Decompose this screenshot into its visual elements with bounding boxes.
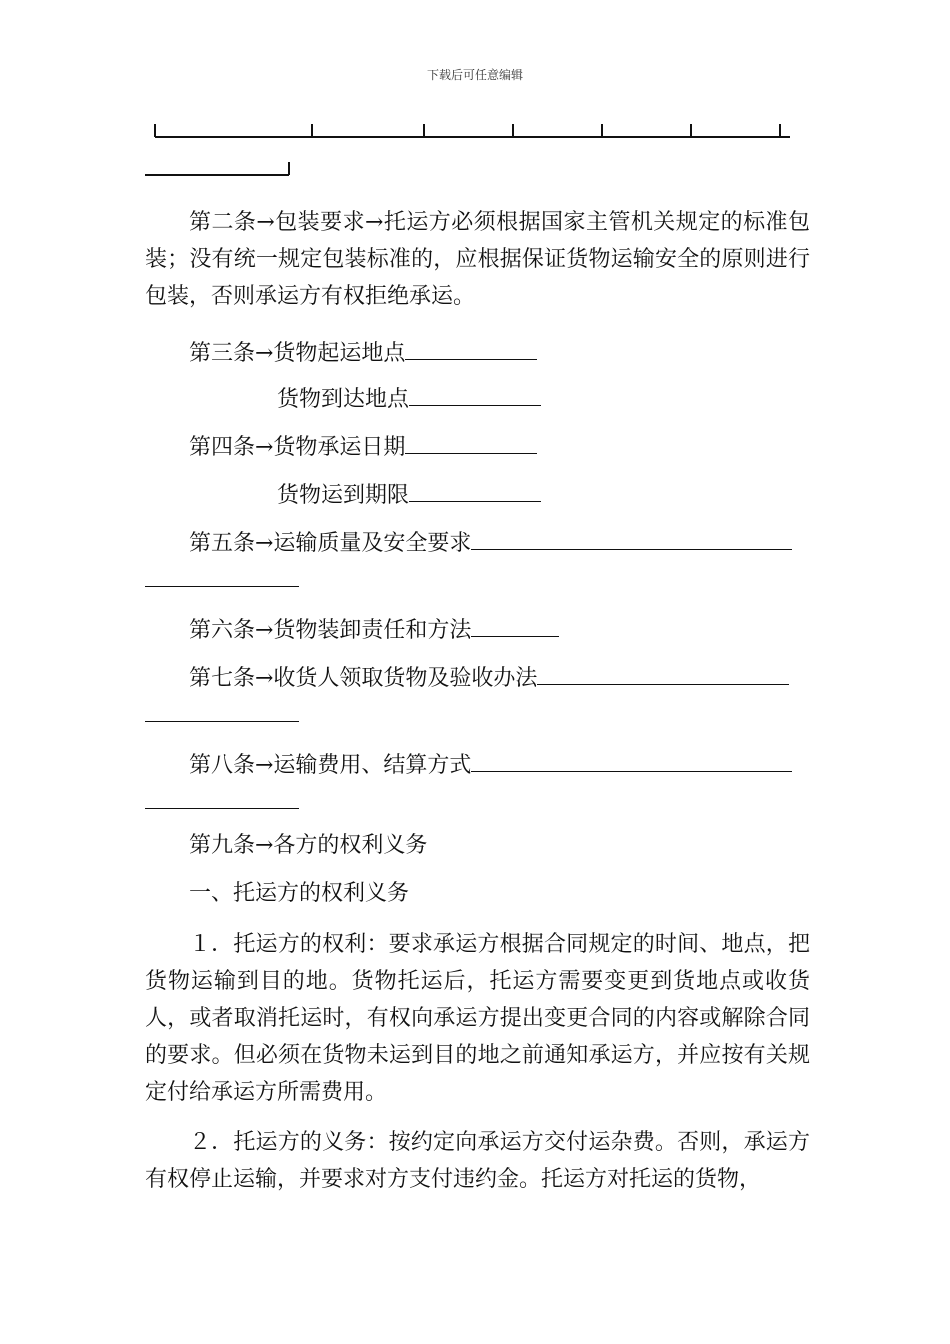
shipper-obligations: ２．托运方的义务：按约定向承运方交付运杂费。否则，承运方有权停止运输，并要求对方支付违约金。托运方对托运的货物， xyxy=(145,1130,810,1192)
article-4-line-1 xyxy=(189,431,537,461)
article-9: 第九条→各方的权利义务 xyxy=(189,833,428,858)
receipt-blank-cont[interactable] xyxy=(145,721,299,722)
article-7-label: 第七条→收货人领取货物及验收办法 xyxy=(189,666,538,691)
table-bottom-border xyxy=(0,0,950,200)
article-3-line-1 xyxy=(189,337,537,367)
section-1-heading: 一、托运方的权利义务 xyxy=(189,881,410,906)
article-5-label: 第五条→运输质量及安全要求 xyxy=(189,531,472,556)
article-8 xyxy=(189,749,792,779)
article-5 xyxy=(189,527,792,557)
article-2: 第二条→包装要求→托运方必须根据国家主管机关规定的标准包装；没有统一规定包装标准的，应根据保证货物运输安全的原则进行包装，否则承运方有权拒绝承运。 xyxy=(145,210,810,309)
article-4-line-2 xyxy=(277,479,541,509)
shipper-rights: １．托运方的权利：要求承运方根据合同规定的时间、地点，把货物运输到目的地。货物托运后，托运方需要变更到货地点或收货人，或者取消托运时，有权向承运方提出变更合同的内容或解除合同的要求。但必须在货物未运到目的地之前通知承运方，并应按有关规定付给承运方所需费用。 xyxy=(145,932,810,1105)
article-4-label: 第四条→货物承运日期 xyxy=(189,435,406,460)
quality-blank[interactable] xyxy=(471,527,792,550)
article-3-label: 第三条→货物起运地点 xyxy=(189,341,406,366)
quality-blank-cont[interactable] xyxy=(145,586,299,587)
fee-blank-cont[interactable] xyxy=(145,808,299,809)
article-6-label: 第六条→货物装卸责任和方法 xyxy=(189,618,472,643)
article-3-line-2 xyxy=(277,383,541,413)
deadline-blank[interactable] xyxy=(409,479,541,502)
article-8-label: 第八条→运输费用、结算方式 xyxy=(189,753,472,778)
deadline-label: 货物运到期限 xyxy=(277,483,410,508)
loading-blank[interactable] xyxy=(471,614,559,637)
ship-date-blank[interactable] xyxy=(405,431,537,454)
article-6 xyxy=(189,614,559,644)
article-7 xyxy=(189,662,789,692)
destination-blank[interactable] xyxy=(409,383,541,406)
origin-blank[interactable] xyxy=(405,337,537,360)
page-header: 下载后可任意编辑 xyxy=(426,68,523,82)
fee-blank[interactable] xyxy=(471,749,792,772)
receipt-blank[interactable] xyxy=(537,662,789,685)
destination-label: 货物到达地点 xyxy=(277,387,410,412)
